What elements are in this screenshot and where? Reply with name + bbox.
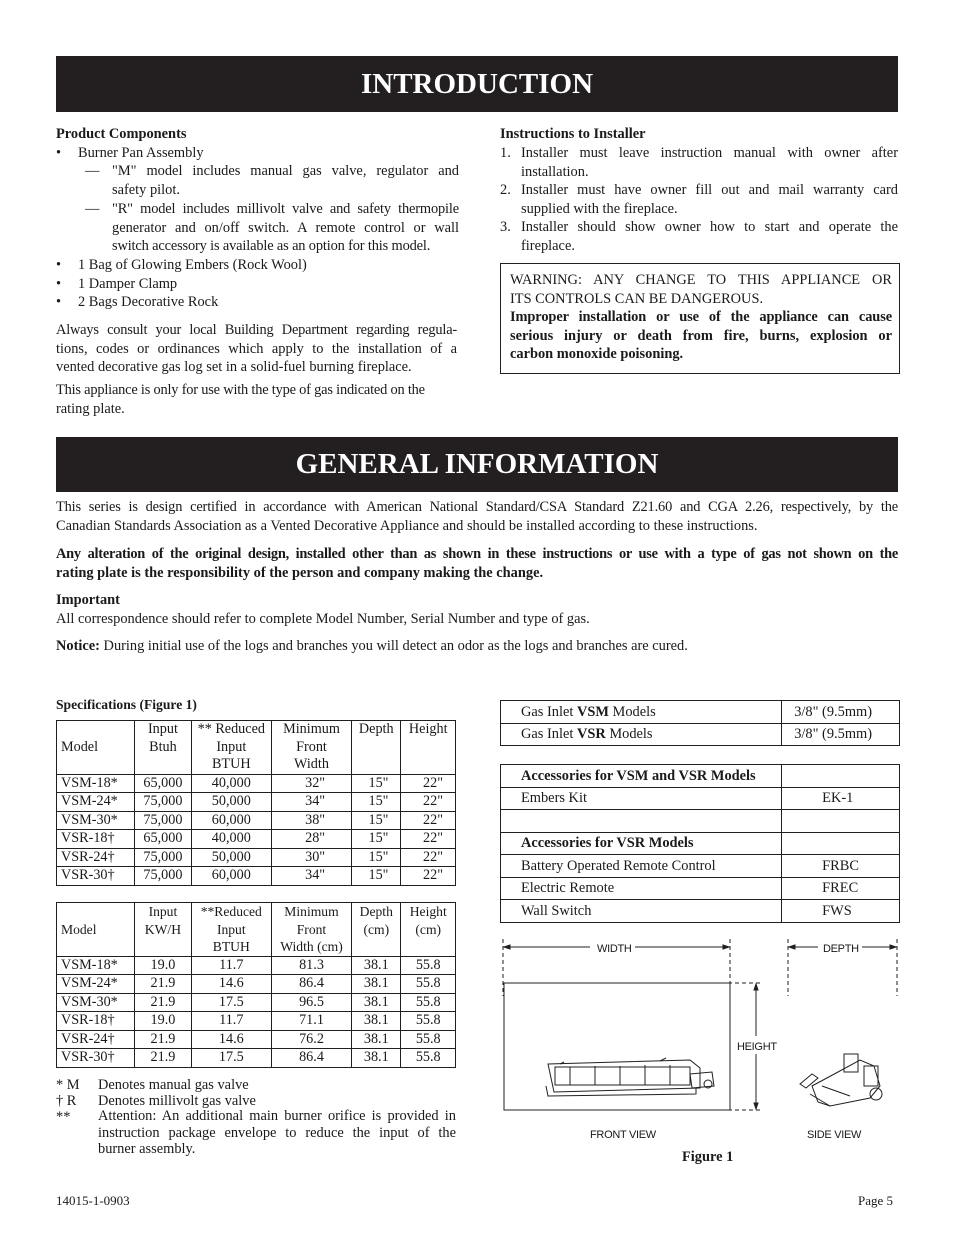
model-cell: VSM-30* bbox=[57, 993, 135, 1012]
value-cell: 15" bbox=[352, 848, 401, 867]
value-cell: 28" bbox=[271, 830, 351, 849]
value-cell: 21.9 bbox=[135, 1049, 192, 1068]
header-input: Input KW/H bbox=[135, 903, 192, 957]
table-header-row bbox=[57, 721, 456, 775]
value-cell: 34" bbox=[271, 793, 351, 812]
value-cell: 55.8 bbox=[401, 956, 456, 975]
model-cell: VSM-24* bbox=[57, 975, 135, 994]
table-row bbox=[57, 848, 456, 867]
installer-instruction-1: 1. Installer must leave instruction manual with owner after installation. bbox=[500, 145, 898, 180]
value-cell: 65,000 bbox=[135, 830, 192, 849]
value-cell: 38.1 bbox=[352, 1012, 401, 1031]
value-cell: 17.5 bbox=[191, 993, 271, 1012]
value-cell: 86.4 bbox=[271, 1049, 351, 1068]
header-depth: Depth (cm) bbox=[352, 903, 401, 957]
value-cell: 55.8 bbox=[401, 1049, 456, 1068]
general-information-title: GENERAL INFORMATION bbox=[295, 448, 659, 480]
value-cell: 40,000 bbox=[191, 774, 271, 793]
width-label: WIDTH bbox=[597, 943, 632, 955]
specifications-heading: Specifications (Figure 1) bbox=[56, 697, 197, 712]
header-height: Height (cm) bbox=[401, 903, 456, 957]
table-row bbox=[501, 810, 900, 833]
header-model: Model bbox=[57, 903, 135, 957]
value-cell: 14.6 bbox=[191, 1030, 271, 1049]
value-cell: 55.8 bbox=[401, 975, 456, 994]
table-row bbox=[57, 774, 456, 793]
footnote-manual: * M Denotes manual gas valve bbox=[56, 1077, 249, 1093]
table-row bbox=[57, 830, 456, 849]
side-view-burner bbox=[800, 1054, 882, 1106]
value-cell: 34" bbox=[271, 867, 351, 886]
table-row bbox=[57, 993, 456, 1012]
header-height: Height bbox=[401, 721, 456, 775]
value-cell: 22" bbox=[401, 793, 456, 812]
value-cell: 38.1 bbox=[352, 956, 401, 975]
depth-label: DEPTH bbox=[823, 943, 859, 955]
value-cell: 71.1 bbox=[271, 1012, 351, 1031]
value-cell: 55.8 bbox=[401, 1012, 456, 1031]
value-cell: 11.7 bbox=[191, 956, 271, 975]
installer-instructions-heading: Instructions to Installer bbox=[500, 126, 646, 142]
value-cell: 50,000 bbox=[191, 848, 271, 867]
value-cell: 38" bbox=[271, 811, 351, 830]
model-cell: VSR-24† bbox=[57, 848, 135, 867]
value-cell: 55.8 bbox=[401, 1030, 456, 1049]
table-row bbox=[57, 956, 456, 975]
table-row: Electric Remote FREC bbox=[501, 877, 900, 900]
value-cell: 38.1 bbox=[352, 1030, 401, 1049]
value-cell: 30" bbox=[271, 848, 351, 867]
header-reduced-input: **Reduced Input BTUH bbox=[191, 903, 271, 957]
dash-mark: — bbox=[85, 201, 100, 217]
product-components-heading: Product Components bbox=[56, 126, 187, 142]
building-department-paragraph: Always consult your local Building Department regarding regula- tions, codes or ordinances which apply to the installation of a vented decorative gas log set in a solid-fuel burning fireplace. bbox=[56, 322, 457, 375]
table-header-row bbox=[57, 903, 456, 957]
value-cell: 19.0 bbox=[135, 956, 192, 975]
header-depth: Depth bbox=[352, 721, 401, 775]
warning-box: WARNING: ANY CHANGE TO THIS APPLIANCE OR ITS CONTROLS CAN BE DANGEROUS. Improper installation or use of the appliance can cause serious injury or death from fire, burns, explosion or carbon monoxide poisoning. bbox=[500, 263, 900, 374]
front-view-burner bbox=[546, 1058, 714, 1096]
header-model: Model bbox=[57, 721, 135, 775]
introduction-banner bbox=[56, 56, 898, 112]
value-cell: 32" bbox=[271, 774, 351, 793]
value-cell: 76.2 bbox=[271, 1030, 351, 1049]
front-view-label: FRONT VIEW bbox=[590, 1129, 656, 1141]
component-subitem-m: — "M" model includes manual gas valve, regulator and safety pilot. bbox=[85, 163, 459, 198]
value-cell: 15" bbox=[352, 811, 401, 830]
model-cell: VSM-30* bbox=[57, 811, 135, 830]
page-number: Page 5 bbox=[858, 1193, 894, 1208]
model-cell: VSM-18* bbox=[57, 956, 135, 975]
value-cell: 15" bbox=[352, 793, 401, 812]
bullet-dot: • bbox=[56, 145, 62, 161]
notice-label: Notice: bbox=[56, 638, 100, 654]
value-cell: 21.9 bbox=[135, 1030, 192, 1049]
table-row: Gas Inlet VSR Models 3/8" (9.5mm) bbox=[501, 723, 900, 746]
value-cell: 22" bbox=[401, 867, 456, 886]
table-row: Embers Kit EK-1 bbox=[501, 787, 900, 810]
table-row bbox=[57, 867, 456, 886]
value-cell: 17.5 bbox=[191, 1049, 271, 1068]
header-min-front-width: Minimum Front Width (cm) bbox=[271, 903, 351, 957]
header-min-front-width: Minimum Front Width bbox=[271, 721, 351, 775]
table-row bbox=[57, 975, 456, 994]
value-cell: 75,000 bbox=[135, 867, 192, 886]
value-cell: 11.7 bbox=[191, 1012, 271, 1031]
model-cell: VSR-18† bbox=[57, 1012, 135, 1031]
model-cell: VSR-18† bbox=[57, 830, 135, 849]
value-cell: 38.1 bbox=[352, 993, 401, 1012]
table-row bbox=[57, 1012, 456, 1031]
certification-paragraph: This series is design certified in accordance with American National Standard/CSA Standard Z21.60 and CGA 2.26, respectively, by the Canadian Standards Association as a Vented Decorative Appliance and should be installed according to these instructions. bbox=[56, 499, 898, 534]
value-cell: 60,000 bbox=[191, 811, 271, 830]
value-cell: 14.6 bbox=[191, 975, 271, 994]
model-cell: VSR-24† bbox=[57, 1030, 135, 1049]
installer-instruction-3: 3. Installer should show owner how to start and operate the fireplace. bbox=[500, 219, 898, 254]
value-cell: 21.9 bbox=[135, 975, 192, 994]
footnote-orifice: ** Attention: An additional main burner orifice is provided in instruction package envelope to reduce the input of the burner assembly. bbox=[56, 1108, 456, 1158]
footnote-millivolt: † R Denotes millivolt gas valve bbox=[56, 1093, 256, 1109]
introduction-title: INTRODUCTION bbox=[360, 68, 594, 100]
value-cell: 19.0 bbox=[135, 1012, 192, 1031]
value-cell: 86.4 bbox=[271, 975, 351, 994]
accessories-table bbox=[500, 764, 900, 923]
table-row bbox=[57, 1030, 456, 1049]
value-cell: 40,000 bbox=[191, 830, 271, 849]
height-label: HEIGHT bbox=[737, 1041, 777, 1053]
model-cell: VSM-24* bbox=[57, 793, 135, 812]
side-view-label: SIDE VIEW bbox=[807, 1129, 862, 1141]
value-cell: 60,000 bbox=[191, 867, 271, 886]
table-row: Accessories for VSM and VSR Models bbox=[501, 765, 900, 788]
table-row: Gas Inlet VSM Models 3/8" (9.5mm) bbox=[501, 701, 900, 724]
table-row bbox=[57, 1049, 456, 1068]
value-cell: 50,000 bbox=[191, 793, 271, 812]
value-cell: 22" bbox=[401, 830, 456, 849]
model-cell: VSM-18* bbox=[57, 774, 135, 793]
value-cell: 65,000 bbox=[135, 774, 192, 793]
value-cell: 75,000 bbox=[135, 848, 192, 867]
important-text: All correspondence should refer to complete Model Number, Serial Number and type of gas. bbox=[56, 611, 590, 627]
value-cell: 55.8 bbox=[401, 993, 456, 1012]
model-cell: VSR-30† bbox=[57, 867, 135, 886]
table-row: Accessories for VSR Models bbox=[501, 832, 900, 855]
table-row: Battery Operated Remote Control FRBC bbox=[501, 855, 900, 878]
general-information-banner bbox=[56, 437, 898, 492]
value-cell: 21.9 bbox=[135, 993, 192, 1012]
header-input: Input Btuh bbox=[135, 721, 192, 775]
notice-paragraph bbox=[56, 637, 688, 656]
figure-1-caption: Figure 1 bbox=[682, 1149, 734, 1165]
value-cell: 15" bbox=[352, 830, 401, 849]
important-heading: Important bbox=[56, 592, 120, 608]
gas-inlet-table bbox=[500, 700, 900, 746]
value-cell: 75,000 bbox=[135, 793, 192, 812]
value-cell: 38.1 bbox=[352, 975, 401, 994]
installer-instruction-2: 2. Installer must have owner fill out and mail warranty card supplied with the fireplace. bbox=[500, 182, 898, 217]
figure-1-diagram bbox=[500, 936, 900, 1146]
specifications-table-metric bbox=[56, 902, 456, 1068]
value-cell: 22" bbox=[401, 811, 456, 830]
notice-text: During initial use of the logs and branches you will detect an odor as the logs and branches are cured. bbox=[99, 638, 688, 654]
header-reduced-input: ** Reduced Input BTUH bbox=[191, 721, 271, 775]
value-cell: 81.3 bbox=[271, 956, 351, 975]
value-cell: 38.1 bbox=[352, 1049, 401, 1068]
value-cell: 22" bbox=[401, 774, 456, 793]
table-row: Wall Switch FWS bbox=[501, 900, 900, 923]
document-number: 14015-1-0903 bbox=[56, 1193, 130, 1208]
dash-mark: — bbox=[85, 163, 100, 179]
value-cell: 15" bbox=[352, 867, 401, 886]
dimension-drawing bbox=[500, 936, 900, 1146]
model-cell: VSR-30† bbox=[57, 1049, 135, 1068]
value-cell: 15" bbox=[352, 774, 401, 793]
value-cell: 96.5 bbox=[271, 993, 351, 1012]
table-row bbox=[57, 793, 456, 812]
component-subitem-r: — "R" model includes millivolt valve and safety thermopile generator and on/off switch. A remote control or wall switch accessory is available as an option for this model. bbox=[85, 201, 459, 254]
alteration-warning-paragraph: Any alteration of the original design, installed other than as shown in these instructions or use with a type of gas not shown on the rating plate is the responsibility of the person and company making the change. bbox=[56, 546, 898, 581]
table-row bbox=[57, 811, 456, 830]
value-cell: 22" bbox=[401, 848, 456, 867]
specifications-table-imperial bbox=[56, 720, 456, 886]
value-cell: 75,000 bbox=[135, 811, 192, 830]
gas-type-paragraph: This appliance is only for use with the type of gas indicated on the rating plate. bbox=[56, 382, 425, 417]
